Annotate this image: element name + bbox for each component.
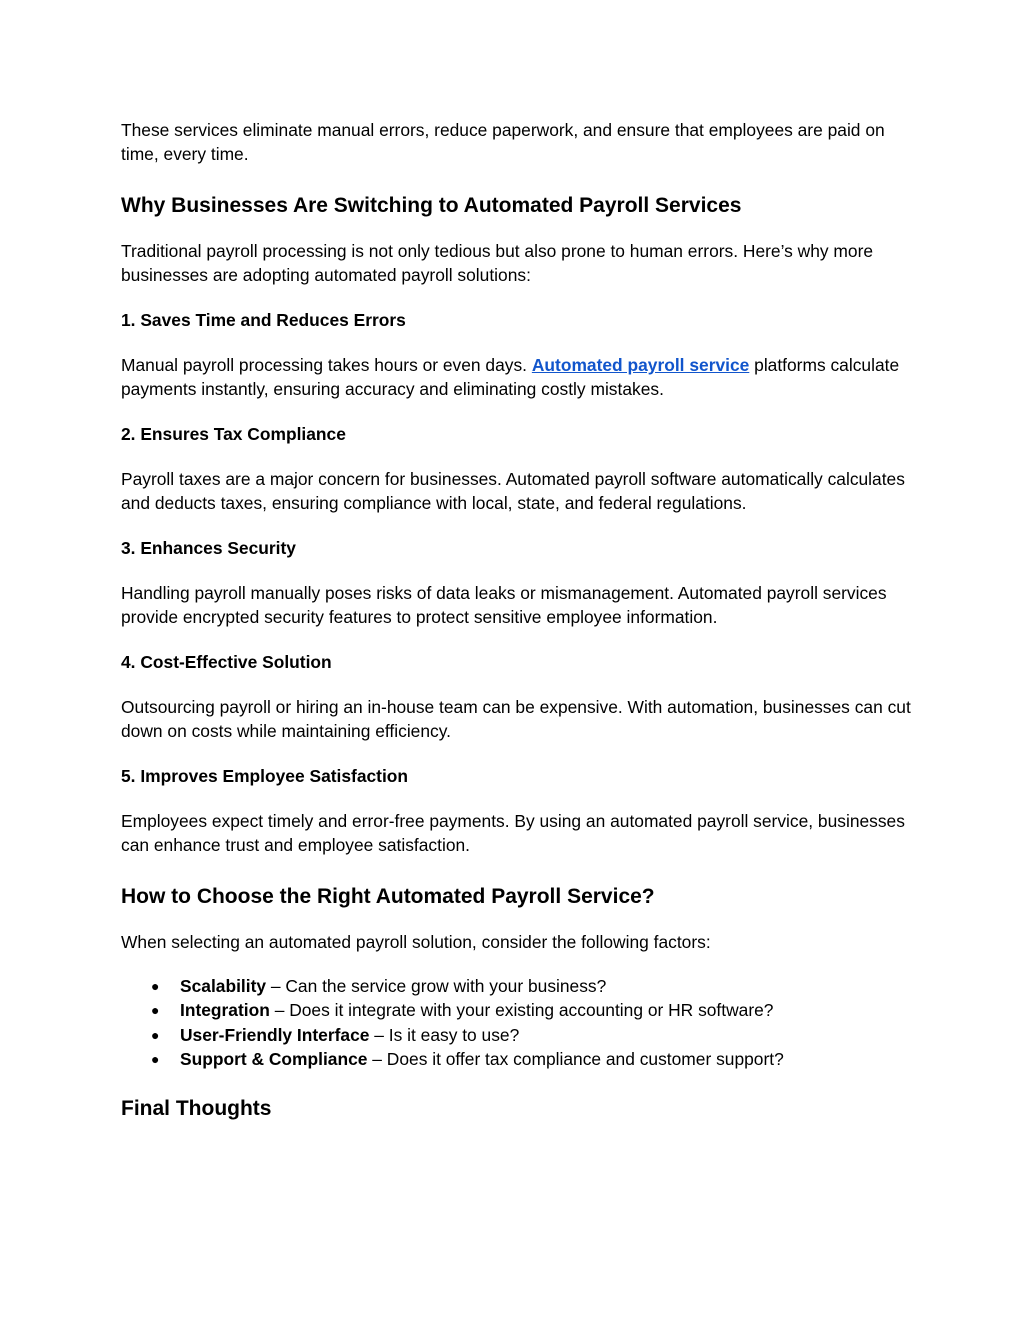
final-thoughts-heading: Final Thoughts	[121, 1097, 272, 1121]
automated-payroll-service-link[interactable]: Automated payroll service	[531, 355, 750, 375]
bullet-icon: ●	[151, 1002, 160, 1019]
factor-description: – Does it integrate with your existing accounting or HR software?	[269, 1000, 774, 1021]
item-1-title: 1. Saves Time and Reduces Errors	[121, 310, 406, 330]
item-1-paragraph	[121, 353, 911, 401]
item-3-title: 3. Enhances Security	[121, 538, 296, 558]
list-item	[121, 1047, 911, 1071]
item-5-paragraph: Employees expect timely and error-free payments. By using an automated payroll service, businesses can enhance trust and employee satisfaction.	[121, 811, 905, 855]
why-section-heading: Why Businesses Are Switching to Automated Payroll Services	[121, 194, 742, 217]
why-section-intro: Traditional payroll processing is not only tedious but also prone to human errors. Here’s why more businesses are adopting automated payroll solutions:	[121, 241, 874, 285]
factor-term: Support & Compliance	[180, 1048, 368, 1069]
item-4-title: 4. Cost-Effective Solution	[121, 652, 332, 672]
intro-paragraph: These services eliminate manual errors, reduce paperwork, and ensure that employees are paid on time, every time.	[121, 120, 885, 164]
item-5-title: 5. Improves Employee Satisfaction	[121, 766, 409, 786]
item-1-text-after: platforms calculate payments instantly, ensuring accuracy and eliminating costly mistakes.	[121, 355, 900, 399]
choose-section-intro: When selecting an automated payroll solution, consider the following factors:	[121, 932, 711, 952]
bullet-icon: ●	[151, 978, 160, 994]
factor-term: Integration	[180, 1000, 270, 1021]
factor-description: – Is it easy to use?	[369, 1024, 520, 1045]
document-page	[121, 118, 911, 1123]
bullet-icon: ●	[151, 1026, 160, 1043]
list-item	[121, 998, 911, 1022]
choose-section-heading: How to Choose the Right Automated Payroll Service?	[121, 885, 655, 908]
item-4-paragraph: Outsourcing payroll or hiring an in-house team can be expensive. With automation, businesses can cut down on costs while maintaining efficiency.	[121, 697, 911, 741]
list-item	[121, 1023, 911, 1047]
factors-list	[121, 974, 911, 1071]
item-1-text-before: Manual payroll processing takes hours or even days.	[121, 355, 532, 375]
item-2-title: 2. Ensures Tax Compliance	[121, 424, 346, 444]
factor-term: User-Friendly Interface	[180, 1024, 370, 1045]
factor-description: – Does it offer tax compliance and customer support?	[367, 1048, 784, 1069]
bullet-icon: ●	[151, 1050, 160, 1067]
item-3-paragraph: Handling payroll manually poses risks of data leaks or mismanagement. Automated payroll services provide encrypted security features to protect sensitive employee information.	[121, 583, 887, 627]
factor-term: Scalability	[180, 976, 267, 996]
factor-description: – Can the service grow with your business?	[266, 976, 607, 996]
item-2-paragraph: Payroll taxes are a major concern for businesses. Automated payroll software automatically calculates and deducts taxes, ensuring compliance with local, state, and federal regulations.	[121, 469, 905, 513]
list-item	[121, 974, 911, 998]
